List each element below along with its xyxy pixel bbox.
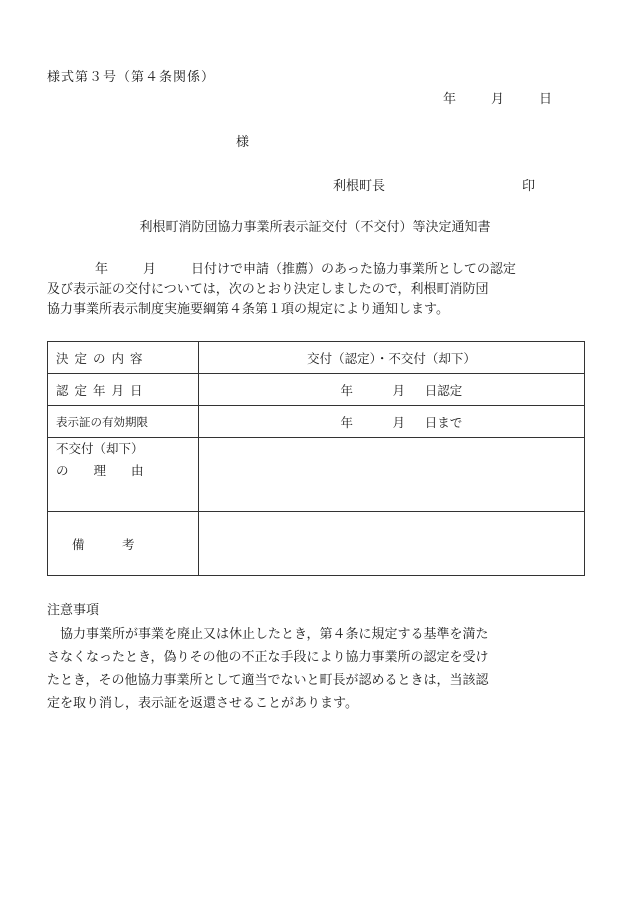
- notes-title: 注意事項: [47, 603, 100, 618]
- valid-day-label: 日まで: [424, 414, 463, 430]
- form-number: 様式第３号（第４条関係）: [47, 70, 216, 85]
- table-row: [48, 374, 585, 406]
- body-line-1-rest: 日付けで申請（推薦）のあった協力事業所としての認定: [191, 262, 516, 277]
- cert-day-label: 日認定: [424, 382, 463, 398]
- cert-month-label: 月: [392, 382, 405, 398]
- rejection-reason-label-line-1: 不交付（却下）: [56, 441, 144, 456]
- table-row: [48, 438, 585, 512]
- cert-year-label: 年: [340, 382, 353, 398]
- table-row: [48, 342, 585, 374]
- certification-date-label: 認定年月日: [48, 374, 199, 406]
- issuer-name: 利根町長: [333, 179, 386, 194]
- valid-month-label: 月: [392, 414, 405, 430]
- notice-body: [47, 260, 587, 320]
- body-year-label: 年: [95, 262, 109, 277]
- remarks-label: 備 考: [48, 512, 199, 576]
- valid-year-label: 年: [340, 414, 353, 430]
- document-title: 利根町消防団協力事業所表示証交付（不交付）等決定通知書: [139, 220, 491, 235]
- notes-line-4: 定を取り消し，表示証を返還させることがあります。: [47, 696, 358, 711]
- decision-content-label: 決定の内容: [48, 342, 199, 374]
- rejection-reason-label: [48, 438, 199, 512]
- notes-line-1: 協力事業所が事業を廃止又は休止したとき，第４条に規定する基準を満た: [47, 627, 489, 642]
- validity-value: [199, 406, 585, 438]
- remarks-value[interactable]: [199, 512, 585, 576]
- date-year-label: 年: [443, 92, 457, 107]
- body-line-3: 協力事業所表示制度実施要綱第４条第１項の規定により通知します。: [47, 302, 449, 317]
- date-day-label: 日: [539, 92, 553, 107]
- date-month-label: 月: [491, 92, 505, 107]
- body-line-1: [47, 260, 587, 280]
- decision-content-value: 交付（認定）・不交付（却下）: [199, 342, 585, 374]
- decision-table: [47, 341, 585, 576]
- table-row: [48, 512, 585, 576]
- validity-label: 表示証の有効期限: [48, 406, 199, 438]
- body-month-label: 月: [143, 262, 157, 277]
- body-line-2: 及び表示証の交付については，次のとおり決定しましたので，利根町消防団: [47, 282, 489, 297]
- seal-mark: 印: [522, 179, 536, 194]
- rejection-reason-label-line-2: の 理 由: [56, 463, 144, 478]
- notes-line-3: たとき，その他協力事業所として適当でないと町長が認めるときは，当該認: [47, 673, 489, 688]
- certification-date-value: [199, 374, 585, 406]
- issue-date: [443, 88, 552, 107]
- notes-body: [47, 623, 587, 715]
- rejection-reason-value[interactable]: [199, 438, 585, 512]
- table-row: [48, 406, 585, 438]
- notes-line-2: さなくなったとき，偽りその他の不正な手段により協力事業所の認定を受け: [47, 650, 489, 665]
- addressee-suffix: 様: [236, 135, 250, 150]
